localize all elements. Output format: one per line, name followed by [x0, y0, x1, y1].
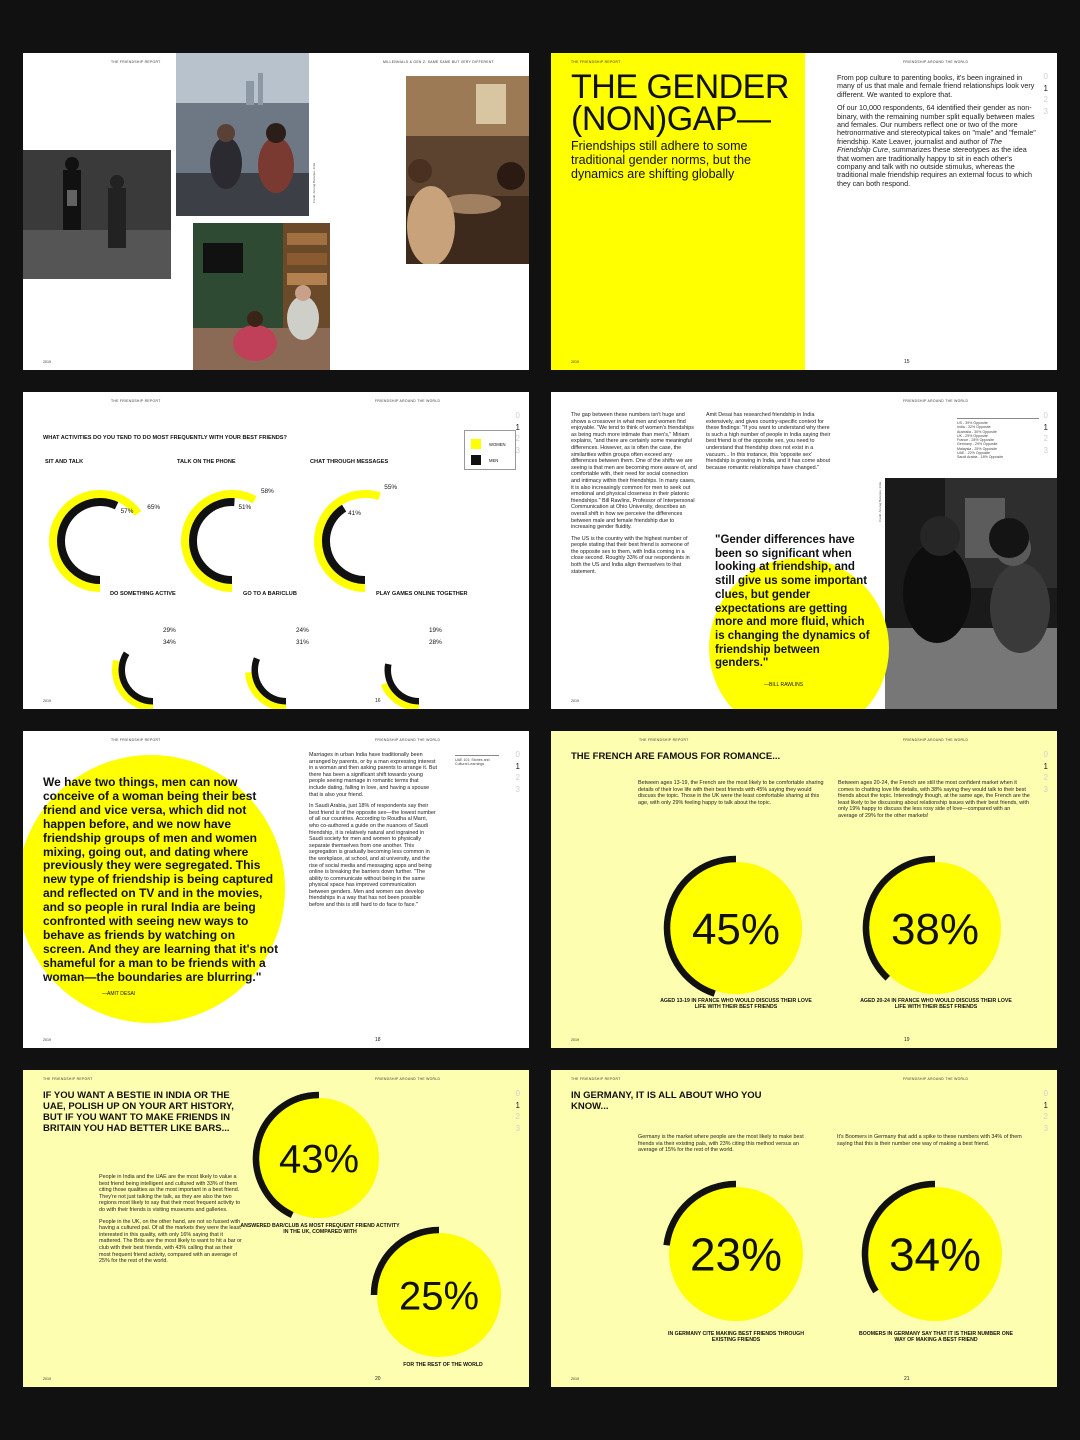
intro-text — [837, 74, 1037, 193]
page-19 — [551, 731, 1057, 1048]
activity-label: DO SOMETHING ACTIVE — [110, 591, 176, 597]
nav-num: 3 — [1043, 784, 1048, 794]
running-header-right: FRIENDSHIP AROUND THE WORLD — [375, 738, 441, 742]
gauge-women-value: 58% — [260, 487, 274, 495]
intro-para-1: From pop culture to parenting books, it's been ingrained in many of us that male and female friend relationships look very different. We wanted to explore that. — [837, 73, 1035, 99]
gauge-men-arc — [193, 502, 234, 580]
activity-label: TALK ON THE PHONE — [177, 459, 236, 465]
photo-credit: Credit: Anurag Banerjee, India — [312, 162, 316, 203]
nav-num: 0 — [1043, 1089, 1048, 1098]
gauge-men-value: 28% — [429, 639, 442, 646]
activity-label: PLAY GAMES ONLINE TOGETHER — [376, 591, 468, 597]
running-header: THE FRIENDSHIP REPORT — [43, 1077, 93, 1081]
nav-num-active: 1 — [1043, 1100, 1048, 1110]
gauge-men-value: 41% — [348, 510, 361, 518]
stat-circle-1 — [364, 1220, 514, 1370]
gauge-men-value: 34% — [163, 639, 176, 646]
stat-caption: BOOMERS IN GERMANY SAY THAT IT IS THEIR NUMBER ONE WAY OF MAKING A BEST FRIEND — [858, 1331, 1013, 1343]
nav-num: 2 — [1043, 1112, 1048, 1121]
stat-circle-0 — [246, 1085, 392, 1231]
running-header: THE FRIENDSHIP REPORT — [571, 1077, 621, 1081]
footnote-item: Germany - 29% Opposite — [957, 442, 998, 447]
body-para-1: People in India and the UAE are the most likely to value a best friend being intelligent and cultured with 33% of them citing those qualities as the most important in a best friend. They're not just talking the talk, as they are also the two regions most likely to say that their most frequent activity to do with their friends is visiting museums and galleries. — [99, 1174, 241, 1213]
section-nav — [1044, 1088, 1048, 1134]
footnote-item: US - 39% Opposite — [957, 421, 988, 425]
section-nav — [516, 749, 520, 795]
stat-value: 25% — [398, 1274, 480, 1319]
activity-label: CHAT THROUGH MESSAGES — [310, 459, 389, 465]
footnote-item: Malaysia - 25% Opposite — [957, 446, 997, 451]
photo-living-room — [193, 223, 330, 370]
running-header: THE FRIENDSHIP REPORT — [111, 738, 161, 742]
section-heading: IN GERMANY, IT IS ALL ABOUT WHO YOU KNOW... — [571, 1090, 762, 1112]
nav-num: 3 — [1043, 106, 1048, 116]
section-nav — [1044, 749, 1048, 795]
footnote-item: India - 32% Opposite — [957, 425, 991, 430]
page-number: 19 — [904, 1037, 910, 1043]
body-para-2: People in the UK, on the other hand, are not so fussed with having a cultured pal. Of all the markets they were the least interested in this quality, with only 16% saying that it mattered. The Brits are the most likely to want to hit a bar or club with their best friends, with 43% calling that as their most frequent friend activity, compared with an average of 25% for the rest of the world. — [99, 1218, 242, 1265]
running-header-right: FRIENDSHIP AROUND THE WORLD — [903, 399, 969, 403]
page-footer-year: 2019 — [571, 1038, 579, 1042]
nav-num: 2 — [515, 1112, 520, 1121]
stat-caption: AGED 13-19 IN FRANCE WHO WOULD DISCUSS THEIR LOVE LIFE WITH THEIR BEST FRIENDS — [660, 998, 812, 1010]
nav-num: 0 — [1043, 72, 1048, 81]
col-para-2: In Saudi Arabia, just 18% of respondents say their best friend is of the opposite sex—the lowest number of all our countries. According to Roudha al Marri, who co-authored a guide on the nuances of Saudi friendship, it is relatively natural and ingrained in Saudi society for men and women to physically separate themselves from one another. This segregation is gradually becoming less common in the workplace, at school, and at university, and the rise of social media and messaging apps and being online is breaking the barriers down further. "The ability to communicate without being in the same physical space has improved communication between genders. Men and women can develop friendships in a way that has not been possible before and this is still hard to do face to face." — [309, 803, 436, 909]
stat-caption: ANSWERED BAR/CLUB AS MOST FREQUENT FRIEND ACTIVITY IN THE UK, COMPARED WITH — [240, 1223, 400, 1235]
stat-circle-1 — [855, 1174, 1015, 1334]
col1-para-2: The US is the country with the highest number of people stating that their best friend is someone of the opposite sex to them, with India coming in a close second. Roughly 33% of our respondents in both the US and India align themselves to that statement. — [571, 535, 690, 575]
page-footer-year: 2019 — [571, 699, 579, 703]
nav-num: 0 — [515, 1089, 520, 1098]
activity-label: GO TO A BAR/CLUB — [243, 591, 297, 597]
nav-num: 0 — [515, 411, 520, 420]
section-nav — [516, 410, 520, 456]
gauge-women-value: 29% — [163, 627, 176, 634]
column-text — [309, 752, 437, 914]
stat-caption: IN GERMANY CITE MAKING BEST FRIENDS THROUGH EXISTING FRIENDS — [668, 1331, 804, 1343]
nav-num: 3 — [1043, 1123, 1048, 1133]
column-2: Between ages 20-24, the French are still the most confident market when it comes to chatting love life details, with 38% saying they would talk to their best friends about the topic. Interestingly though, at the same age, the French are the least likely to be discussing about relationship issues with their best friends, with only 19% happy to discuss the less rosy side of love—compared with an average of 29% for the other markets! — [838, 780, 1030, 819]
gauge-men-value: 31% — [296, 639, 309, 646]
stat-circle-0 — [657, 849, 815, 1007]
column-2: It's Boomers in Germany that add a spike to these numbers with 34% of them saying that this is their number one way of making a best friend. — [837, 1134, 1022, 1147]
legend-swatch-men — [471, 455, 481, 465]
running-header: THE FRIENDSHIP REPORT — [111, 399, 161, 403]
stat-circle-1 — [856, 849, 1014, 1007]
running-header-right: FRIENDSHIP AROUND THE WORLD — [903, 738, 969, 742]
section-heading: THE FRENCH ARE FAMOUS FOR ROMANCE... — [571, 751, 781, 762]
photo-friends-laughing — [885, 478, 1057, 709]
running-header: THE FRIENDSHIP REPORT — [639, 738, 689, 742]
pull-quote: "Gender differences have been so significant when looking at friendship, and still give us some important clues, but gender expectations are getting more and more fluid, which is changing the dynamics of friendship between genders." — [715, 534, 870, 670]
page-14 — [23, 53, 529, 370]
activity-label: SIT AND TALK — [45, 459, 84, 465]
stat-value: 38% — [890, 904, 980, 954]
gauge-men-value: 51% — [238, 504, 252, 512]
chart-legend — [464, 430, 516, 470]
photo-seaside-friends — [176, 53, 309, 216]
nav-num-active: 1 — [1043, 761, 1048, 771]
column-1 — [571, 412, 697, 580]
nav-num: 2 — [515, 773, 520, 782]
nav-num-active: 1 — [515, 1100, 520, 1110]
page-footer-year: 2019 — [571, 1377, 579, 1381]
page-16 — [23, 392, 529, 709]
nav-num: 0 — [1043, 411, 1048, 420]
page-footer-year: 2019 — [43, 1038, 51, 1042]
nav-num-active: 1 — [515, 422, 520, 432]
page-number: 15 — [904, 359, 910, 365]
page-footer-year: 2019 — [43, 360, 51, 364]
gauge-women-value: 19% — [429, 627, 442, 634]
chart-question: WHAT ACTIVITIES DO YOU TEND TO DO MOST FREQUENTLY WITH YOUR BEST FRIENDS? — [43, 435, 287, 441]
running-header-right: FRIENDSHIP AROUND THE WORLD — [903, 1077, 969, 1081]
nav-num: 3 — [515, 1123, 520, 1133]
section-heading: IF YOU WANT A BESTIE IN INDIA OR THE UAE, POLISH UP ON YOUR ART HISTORY, BUT IF YOU WANT TO MAKE FRIENDS IN BRITAIN YOU HAD BETTER LIKE BARS... — [43, 1090, 234, 1134]
nav-num: 0 — [1043, 750, 1048, 759]
footnote-item: France - 28% Opposite — [957, 438, 994, 443]
quote-attribution: —BILL RAWLINS — [764, 682, 804, 688]
quote-attribution: —AMIT DESAI — [102, 991, 136, 997]
photo-board-game — [406, 76, 529, 264]
running-header-right: MILLENNIALS & GEN Z: SAME SAME BUT VERY DIFFERENT — [383, 60, 494, 64]
nav-num-active: 1 — [1043, 83, 1048, 93]
column-1: Between ages 13-19, the French are the most likely to be comfortable sharing details of their love life with their best friends with 45% saying they would discuss the topic. Those in the UK were the least comfortable sharing at this age, with only 29% feeling happy to talk about the topic. — [638, 780, 824, 806]
gauge-5 — [376, 608, 529, 709]
page-15 — [551, 53, 1057, 370]
stat-circle-0 — [656, 1174, 816, 1334]
page-21 — [551, 1070, 1057, 1387]
gauge-women-value: 55% — [384, 483, 398, 491]
nav-num-active: 1 — [515, 761, 520, 771]
photo-credit: Credit: Anurag Banerjee, India — [878, 481, 882, 522]
footnote-item: Australia - 30% Opposite — [957, 429, 997, 434]
page-number: 16 — [375, 698, 381, 704]
page-footer-year: 2019 — [571, 360, 579, 364]
body-text — [99, 1174, 242, 1270]
nav-num: 3 — [515, 445, 520, 455]
stat-caption: AGED 20-24 IN FRANCE WHO WOULD DISCUSS THEIR LOVE LIFE WITH THEIR BEST FRIENDS — [860, 998, 1012, 1010]
page-title: THE GENDER (NON)GAP— — [571, 68, 789, 138]
page-18 — [23, 731, 529, 1048]
footnote-item: UAE - 22% Opposite — [957, 451, 991, 456]
page-footer-year: 2019 — [43, 699, 51, 703]
section-nav — [1044, 71, 1048, 117]
nav-num: 2 — [1043, 434, 1048, 443]
running-header-right: FRIENDSHIP AROUND THE WORLD — [903, 60, 969, 64]
stat-caption: FOR THE REST OF THE WORLD — [403, 1362, 483, 1368]
column-2: Amit Desai has researched friendship in India extensively, and gives country-specific context for these findings: "If you want to understand why there is such a high number of people in India saying their best friend is of the opposite sex, you need to understand that friendship does not exist in a vacuum... In this instance, this 'opposite sex' friendship is growing in India, and it has come about because romantic relationships have changed." — [706, 412, 831, 471]
gauge-women-value: 65% — [147, 504, 161, 512]
nav-num: 3 — [515, 784, 520, 794]
nav-num-active: 1 — [1043, 422, 1048, 432]
footnote-item: UK - 29% Opposite — [957, 433, 988, 438]
gauge-men-arc — [61, 502, 117, 580]
legend-label-men: MEN — [489, 458, 499, 463]
col1-para-1: The gap between these numbers isn't huge and shows a crossover in what men and women find enjoyable. "We tend to think of women's friendships as being much more intimate than men's," Miriam explains, "and there are certainly some meaningful differences. However, as is often the case, the similarities within groups often exceed any differences between them. One of the shifts we are seeing is that men are becoming more aware of, and comfortable with, their need for social connection and intimacy within their friendships. In many cases, it is also increasingly common for men to seek out emotional and physical closeness in their platonic friendships." Bill Rawlins, Professor of Interpersonal Communication at Ohio University, describes an overall shift in how we perceive the differences between male and female friendship due to increasing gender fluidity. — [571, 412, 697, 531]
gauge-men-value: 57% — [120, 507, 134, 515]
stat-value: 45% — [691, 904, 781, 954]
stat-value: 43% — [278, 1137, 360, 1182]
nav-num: 2 — [1043, 95, 1048, 104]
photo-boys-phones — [23, 150, 171, 279]
nav-num: 3 — [1043, 445, 1048, 455]
nav-num: 2 — [515, 434, 520, 443]
page-number: 18 — [375, 1037, 381, 1043]
footnote-item: Saudi Arabia - 18% Opposite — [957, 455, 1004, 460]
col-para-1: Marriages in urban India have traditionally been arranged by parents, or by a man expressing interest in a woman and then asking parents to arrange it. But there has been a significant shift towards young people seeing marriage in romantic terms that include dating, falling in love, and having a spouse that is also your friend. — [309, 752, 437, 798]
page-20 — [23, 1070, 529, 1387]
page-number: 20 — [375, 1376, 381, 1382]
running-header: THE FRIENDSHIP REPORT — [111, 60, 161, 64]
nav-num: 0 — [515, 750, 520, 759]
page-number: 21 — [904, 1376, 910, 1382]
gauge-women-value: 24% — [296, 627, 309, 634]
gauge-2 — [310, 476, 480, 596]
page-footer-year: 2019 — [43, 1377, 51, 1381]
running-header-right: FRIENDSHIP AROUND THE WORLD — [375, 1077, 441, 1081]
footnote: UAE 101: Stories and Cultural Learnings — [455, 755, 499, 767]
page-17 — [551, 392, 1057, 709]
section-nav — [1044, 410, 1048, 456]
column-1: Germany is the market where people are the most likely to make best friends via their existing pals, with 23% citing this method versus an average of 15% for the rest of the world. — [638, 1134, 804, 1154]
running-header-right: FRIENDSHIP AROUND THE WORLD — [375, 399, 441, 403]
intro-para-2: Of our 10,000 respondents, 64 identified their gender as non-binary, with the remaining number split equally between males and females. Our numbers reflect one or two of the more hetronormative and stereotypical takes on "male" and "female" friendship. Kate Leaver, journalist and author of The Friendship Cure, summarizes these stereotypes as the idea that women are traditionally happy to sit in each other's company and talk with no outside stimulus, whereas the traditional male friendship requires an external focus to which they can both respond. — [837, 103, 1036, 188]
legend-label-women: WOMEN — [489, 442, 506, 447]
pull-quote: We have two things, men can now conceive of a woman being their best friend and vice versa, which did not happen before, and we now have friendship groups of men and women mixing, going out, and dating where previously they were segregated. This new type of friendship is being captured and reflected on TV and in the movies, and so people in rural India are being confronted with seeing new ways to behave as friends by watching on screen. And they are learning that it's not shameful for a man to be friends with a woman—the boundaries are blurring." — [43, 775, 279, 984]
nav-num: 2 — [1043, 773, 1048, 782]
footnote-list — [957, 418, 1039, 460]
stat-value: 23% — [689, 1228, 783, 1281]
running-header: THE FRIENDSHIP REPORT — [571, 60, 621, 64]
stat-value: 34% — [888, 1228, 982, 1281]
page-subtitle: Friendships still adhere to some traditional gender norms, but the dynamics are shifting globally — [571, 139, 751, 181]
section-nav — [516, 1088, 520, 1134]
legend-swatch-women — [471, 439, 481, 449]
